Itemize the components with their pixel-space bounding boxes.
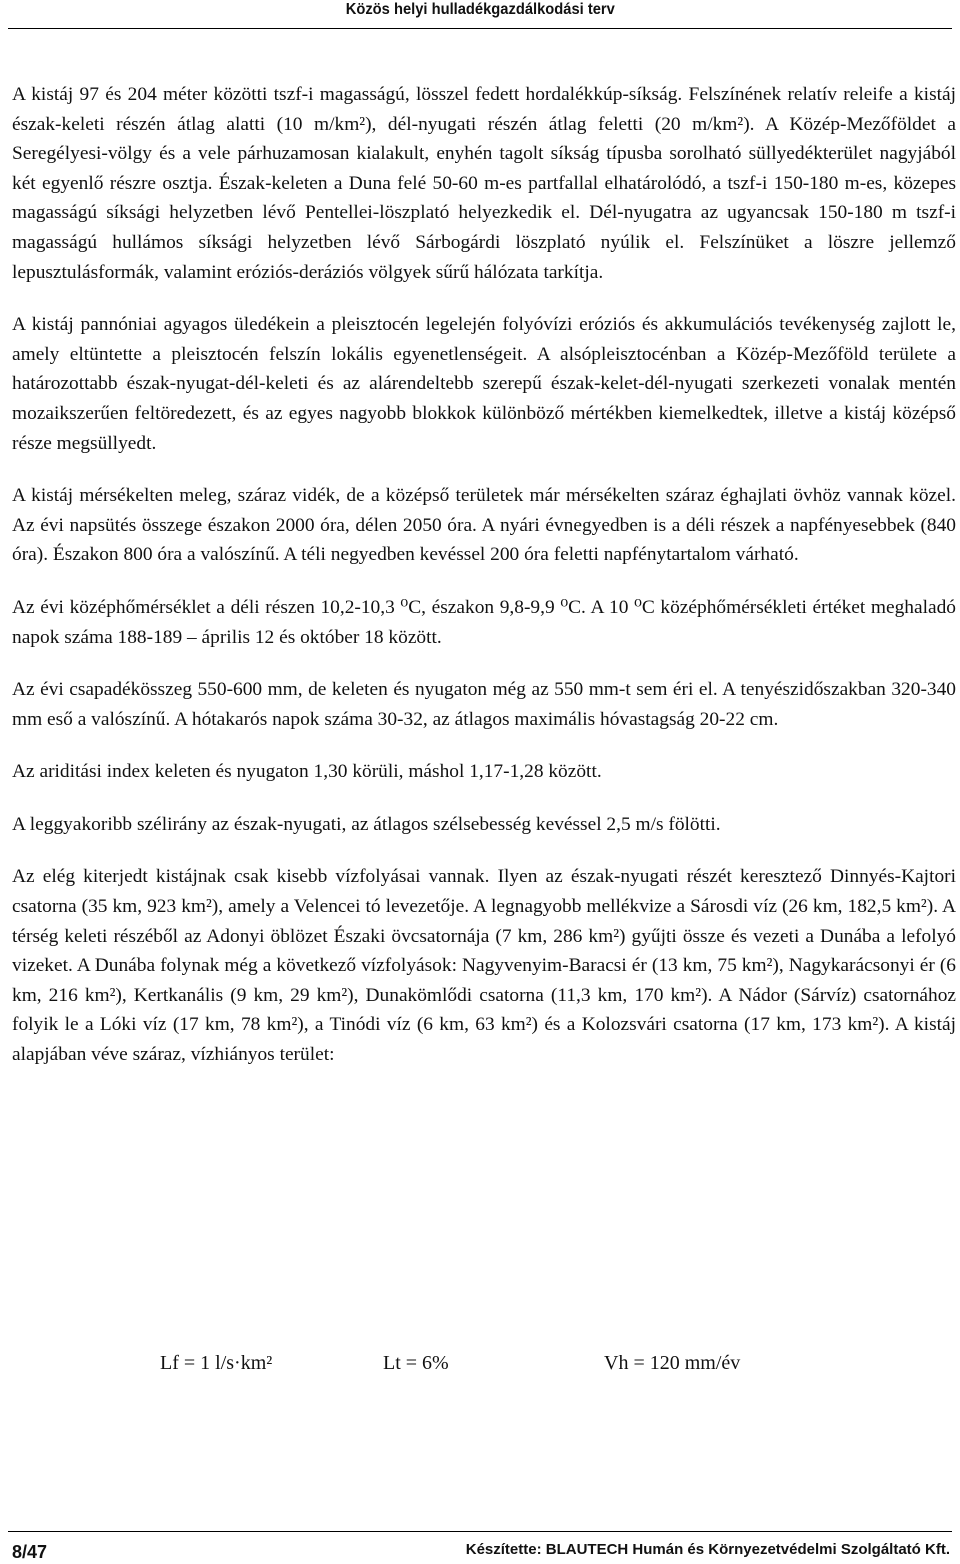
paragraph-geology: A kistáj pannóniai agyagos üledékein a pleisztocén legelején folyóvízi eróziós és akkumulációs tevékenység zajlott le, amely eltüntette a pleisztocén felszín lokális egyenetlenségeit. A alsópleisztocénban a Közép-Mezőföld területe a határozottabb észak-nyugat-dél-keleti és az alárendeltebb szerepű észak-kelet-dél-nyugati szerkezeti vonalak mentén mozaikszerűen feltöredezett, és az egyes nagyobb blokkok különböző mértékben kiemelkedtek, illetve a kistáj középső része megsüllyedt. — [12, 314, 956, 454]
formula-lt: Lt = 6% — [383, 1352, 449, 1374]
paragraph-waterways: Az elég kiterjedt kistájnak csak kisebb vízfolyásai vannak. Ilyen az észak-nyugati részét keresztező Dinnyés-Kajtori csatorna (35 km, 923 km²), amely a Velencei tó levezetője. A legnagyobb mellékvize a Sárosdi víz (26 km, 182,5 km²). A térség keleti részéből az Adonyi öblözet Északi övcsatornája (7 km, 286 km²) gyűjti össze és vezeti a Dunába a lefolyó vizeket. A Dunába folynak még a következő vízfolyások: Nagyvenyim-Baracsi ér (13 km, 75 km²), Nagykarácsonyi ér (6 km, 216 km²), Kertkanális (9 km, 29 km²), Dunakömlődi csatorna (11,3 km, 170 km²). A Nádor (Sárvíz) csatornához folyik le a Lóki víz (17 km, 78 km²), a Tinódi víz (6 km, 63 km²) és a Kolozsvári csatorna (17 km, 173 km²). A kistáj alapjában véve száraz, vízhiányos terület: — [12, 866, 956, 1066]
paragraph-aridity: Az ariditási index keleten és nyugaton 1,30 körüli, máshol 1,17-1,28 között. — [12, 761, 602, 783]
page-header — [0, 0, 960, 30]
hydrology-formula-line — [0, 1352, 960, 1388]
page-number: 8/47 — [12, 1542, 48, 1562]
paragraph-climate-sunshine: A kistáj mérsékelten meleg, száraz vidék, de a középső területek már mérsékelten száraz éghajlati övhöz vannak közel. Az évi napsütés összege északon 2000 óra, délen 2050 óra. A nyári évnegyedben is a déli részek a napfényesebbek (840 óra). Északon 800 óra a valószínű. A téli negyedben kevéssel 200 óra feletti napfénytartalom várható. — [12, 485, 956, 566]
paragraph-temperature: Az évi középhőmérséklet a déli részen 10,2-10,3 ⁰C, északon 9,8-9,9 ⁰C. A 10 ⁰C középhőmérsékleti értéket meghaladó napok száma 188-189 – április 12 és október 18 között. — [12, 596, 956, 648]
footer-divider — [8, 1531, 952, 1532]
formula-lf: Lf = 1 l/s·km² — [160, 1352, 273, 1374]
document-title: Közös helyi hulladékgazdálkodási terv — [345, 1, 615, 18]
paragraph-wind: A leggyakoribb szélirány az észak-nyugati, az átlagos szélsebesség kevéssel 2,5 m/s fölötti. — [12, 813, 721, 835]
footer-author: Készítette: BLAUTECH Humán és Környezetvédelmi Szolgáltató Kft. — [465, 1541, 950, 1558]
paragraph-precipitation: Az évi csapadékösszeg 550-600 mm, de keleten és nyugaton még az 550 mm-t sem éri el. A tenyészidőszakban 320-340 mm eső a valószínű. A hótakarós napok száma 30-32, az átlagos maximális hóvastagság 20-22 cm. — [12, 679, 956, 730]
document-body — [12, 80, 956, 1070]
header-divider — [8, 28, 952, 29]
paragraph-geomorphology: A kistáj 97 és 204 méter közötti tszf-i magasságú, lösszel fedett hordalékkúp-síkság. Felszínének relatív releife a kistáj észak-keleti részén átlag alatti (10 m/km²), dél-nyugati részén átlag feletti (20 m/km²). A Közép-Mezőföldet a Seregélyesi-völgy és a vele párhuzamosan kialakult, enyhén tagolt síkság típusba sorolható süllyedékterület nagyjából két egyenlő részre osztja. Észak-keleten a Duna felé 50-60 m-es partfallal elhatárolódó, a tszf-i 150-180 m-es, közepes magasságú síksági helyzetben lévő Pentellei-löszplató helyezkedik el. Dél-nyugatra az ugyancsak 150-180 m tszf-i magasságú hullámos síksági helyzetben lévő Sárbogárdi löszplató nyúlik el. Felszínüket a löszre jellemző lepusztulásformák, valamint eróziós-deráziós völgyek sűrű hálózata tarkítja. — [12, 84, 956, 283]
formula-vh: Vh = 120 mm/év — [604, 1352, 741, 1374]
page-footer — [0, 1538, 960, 1564]
